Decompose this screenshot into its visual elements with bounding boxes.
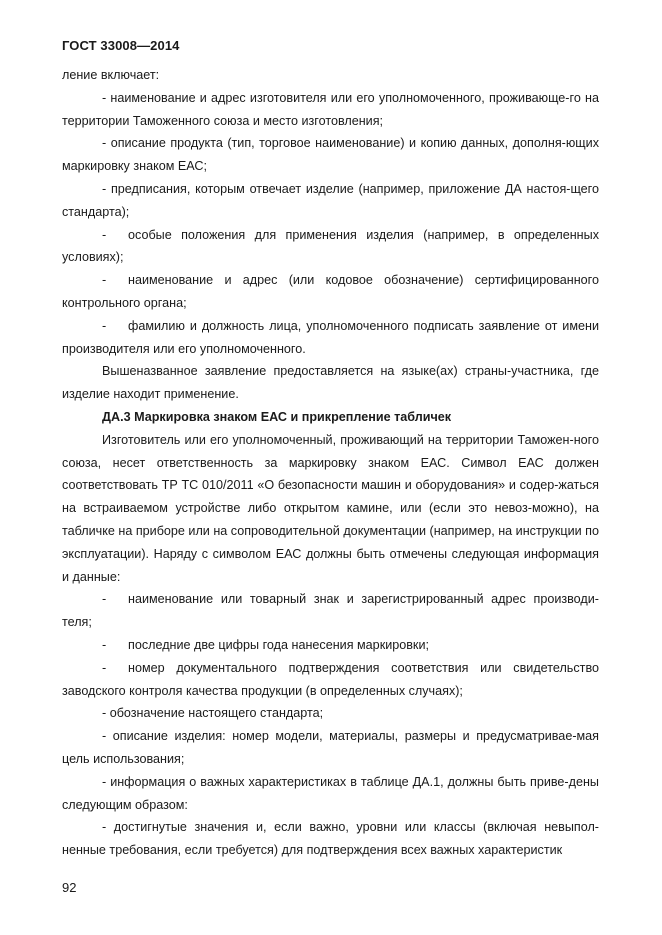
bullet-item-4 [62,224,599,270]
document-body [62,64,599,862]
bullet-text: наименование и адрес (или кодовое обозначение) сертифицированного контрольного органа; [62,273,599,310]
paragraph-1: - наименование и адрес изготовителя или его уполномоченного, проживающе-го на территории Таможенного союза и место изготовления; [62,90,599,128]
paragraph-9: Изготовитель или его уполномоченный, проживающий на территории Таможен-ного союза, несет ответственность за маркировку знаком ЕАС. Символ ЕАС должен соответствовать ТР ТС 010/2011 «О безопасности машин и оборудования» и содер-жаться на встраиваемом устройстве либо открытом камине, или (если это невоз-можно), на табличке на приборе или на сопроводительной документации (например, на инструкции по эксплуатации). Наряду с символом ЕАС должны быть отмечены следующая информация и данные: [62,432,599,584]
paragraph-0: ление включает: [62,68,160,82]
bullet-text: особые положения для применения изделия (например, в определенных условиях); [62,227,599,265]
bullet-text: номер документального подтверждения соответствия или свидетельство заводского контроля качества продукции (в определенных случаях); [62,660,599,698]
bullet-dash: - [102,592,107,607]
page-number: 92 [62,880,77,895]
paragraph-13: - обозначение настоящего стандарта; [102,706,324,721]
bullet-item-5 [62,269,599,315]
bullet-item-6 [62,315,599,361]
bullet-dash: - [102,318,107,333]
paragraph-7: Вышеназванное заявление предоставляется на языке(ах) страны-участника, где изделие находит применение. [62,364,599,402]
bullet-text: наименование или товарный знак и зарегистрированный адрес производи-теля; [62,592,599,630]
bullet-dash: - [102,637,107,652]
bullet-dash: - [102,660,107,675]
bullet-item-12 [62,657,599,703]
bullet-dash: - [102,273,107,288]
bullet-text: фамилию и должность лица, уполномоченного подписать заявление от имени производителя или его уполномоченного. [62,318,599,356]
bullet-item-10 [62,588,599,634]
section-heading: ДА.3 Маркировка знаком ЕАС и прикрепление табличек [102,409,452,424]
bullet-text: последние две цифры года нанесения маркировки; [128,637,429,652]
paragraph-3: - предписания, которым отвечает изделие (например, приложение ДА настоя-щего стандарта); [62,181,599,219]
bullet-item-11 [62,634,599,657]
document-header: ГОСТ 33008—2014 [62,38,180,53]
paragraph-15: - информация о важных характеристиках в таблице ДА.1, должны быть приве-дены следующим образом: [62,774,599,812]
paragraph-2: - описание продукта (тип, торговое наименование) и копию данных, дополня-ющих маркировку знаком ЕАС; [62,136,599,174]
bullet-dash: - [102,227,107,242]
paragraph-14: - описание изделия: номер модели, материалы, размеры и предусматривае-мая цель использования; [62,729,599,766]
paragraph-16: - достигнутые значения и, если важно, уровни или классы (включая невыпол-ненные требования, если требуется) для подтверждения всех важных характеристик [62,820,599,858]
